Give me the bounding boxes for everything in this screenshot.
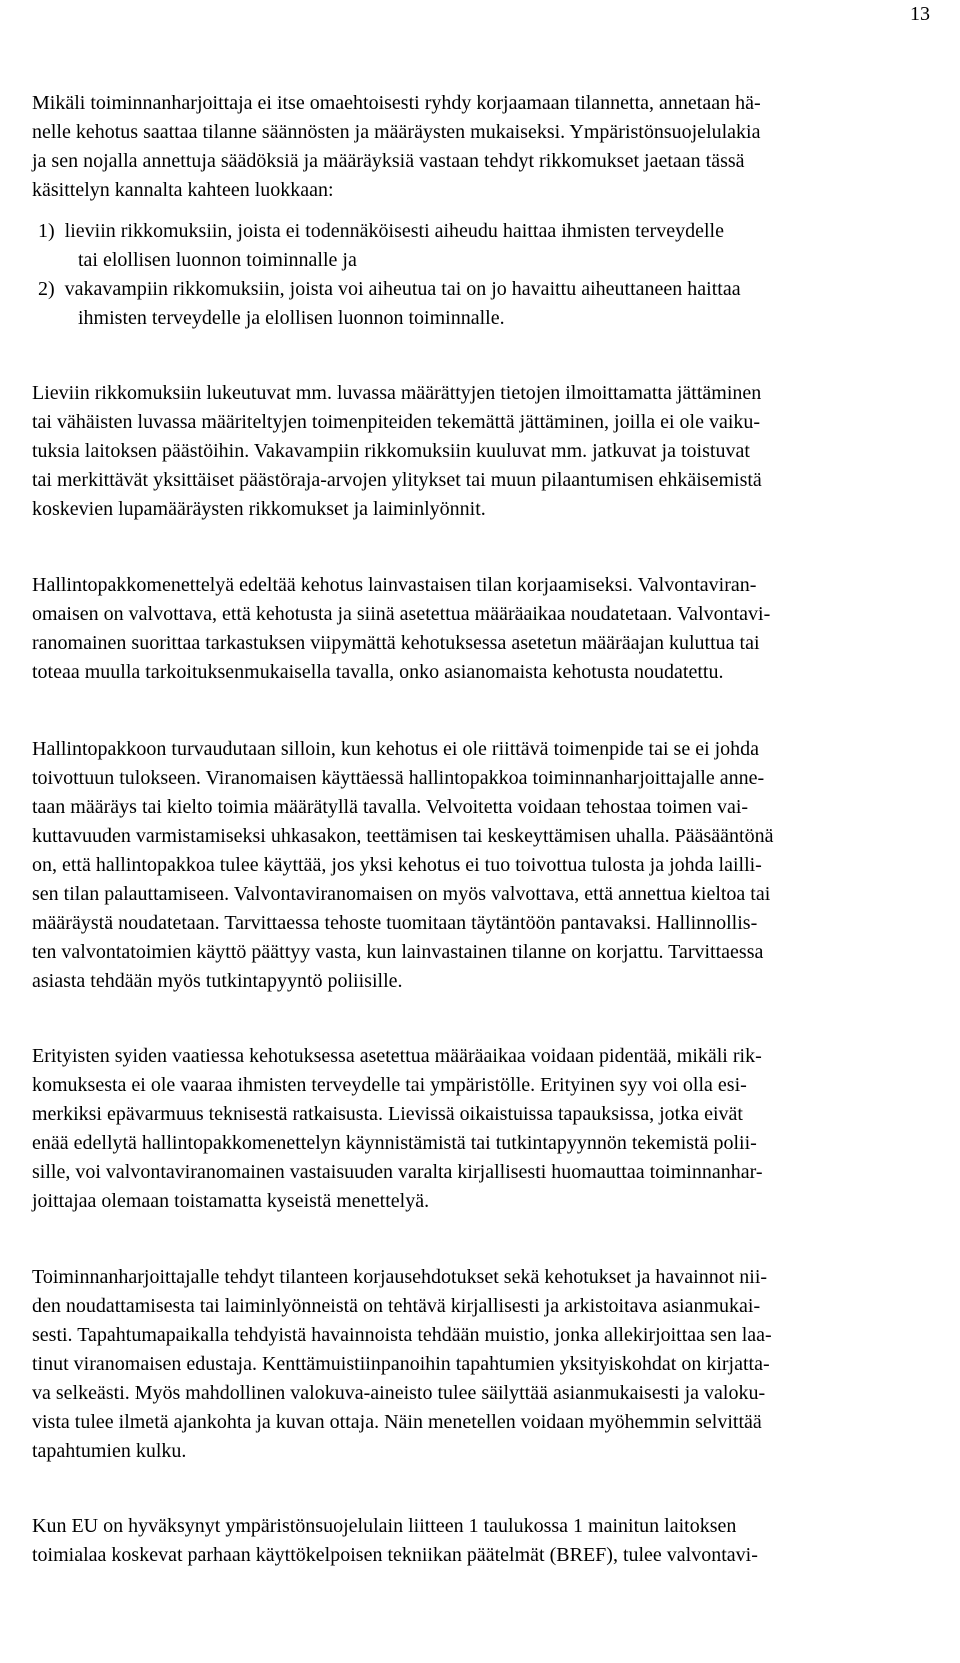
text-line: enää edellytä hallintopakkomenettelyn käynnistämistä tai tutkintapyynnön tekemistä polii- xyxy=(32,1132,757,1154)
list-item-text: 2) vakavampiin rikkomuksiin, joista voi aiheutua tai on jo havaittu aiheuttaneen haittaa xyxy=(38,278,741,300)
text-line: ten valvontatoimien käyttö päättyy vasta, kun lainvastainen tilanne on korjattu. Tarvittaessa xyxy=(32,941,764,963)
list-item-text: tai elollisen luonnon toiminnalle ja xyxy=(78,249,357,271)
page-number: 13 xyxy=(910,3,930,25)
text-line: den noudattamisesta tai laiminlyönneistä on tehtävä kirjallisesti ja arkistoitava asianmukai- xyxy=(32,1295,761,1317)
text-line: määräystä noudatetaan. Tarvittaessa tehoste tuomitaan täytäntöön pantavaksi. Hallinnollis- xyxy=(32,912,758,934)
text-line: sesti. Tapahtumapaikalla tehdyistä havainnoista tehdään muistio, jonka allekirjoittaa sen laa- xyxy=(32,1324,772,1346)
text-line: tinut viranomaisen edustaja. Kenttämuistiinpanoihin tapahtumien yksityiskohdat on kirjatta- xyxy=(32,1353,770,1375)
text-line: Toiminnanharjoittajalle tehdyt tilanteen korjausehdotukset sekä kehotukset ja havainnot nii- xyxy=(32,1266,768,1288)
text-line: omaisen on valvottava, että kehotusta ja siinä asetettua määräaikaa noudatetaan. Valvontavi- xyxy=(32,603,771,625)
text-line: ja sen nojalla annettuja säädöksiä ja määräyksiä vastaan tehdyt rikkomukset jaetaan tässä xyxy=(32,150,745,172)
text-line: ranomainen suorittaa tarkastuksen viipymättä kehotuksessa asetetun määräajan kuluttua tai xyxy=(32,632,760,654)
text-line: toivottuun tulokseen. Viranomaisen käyttäessä hallintopakkoa toiminnanharjoittajalle anne- xyxy=(32,767,765,789)
text-line: tapahtumien kulku. xyxy=(32,1440,187,1462)
text-line: toteaa muulla tarkoituksenmukaisella tavalla, onko asianomaista kehotusta noudatettu. xyxy=(32,661,724,683)
text-line: Hallintopakkoon turvaudutaan silloin, kun kehotus ei ole riittävä toimenpide tai se ei johda xyxy=(32,738,760,760)
text-line: nelle kehotus saattaa tilanne säännösten ja määräysten mukaiseksi. Ympäristönsuojelulakia xyxy=(32,121,761,143)
text-line: Hallintopakkomenettelyä edeltää kehotus lainvastaisen tilan korjaamiseksi. Valvontaviran- xyxy=(32,574,757,596)
text-line: Lieviin rikkomuksiin lukeutuvat mm. luvassa määrättyjen tietojen ilmoittamatta jättäminen xyxy=(32,382,762,404)
text-line: Erityisten syiden vaatiessa kehotuksessa asetettua määräaikaa voidaan pidentää, mikäli rik- xyxy=(32,1045,762,1067)
text-line: va selkeästi. Myös mahdollinen valokuva-aineisto tulee säilyttää asianmukaisesti ja valoku- xyxy=(32,1382,766,1404)
text-line: vista tulee ilmetä ajankohta ja kuvan ottaja. Näin menetellen voidaan myöhemmin selvittää xyxy=(32,1411,762,1433)
text-line: tuksia laitoksen päästöihin. Vakavampiin rikkomuksiin kuuluvat mm. jatkuvat ja toistuvat xyxy=(32,440,750,462)
text-line: merkiksi epävarmuus teknisestä ratkaisusta. Lievissä oikaistuissa tapauksissa, jotka eivät xyxy=(32,1103,743,1125)
text-line: komuksesta ei ole vaaraa ihmisten terveydelle tai ympäristölle. Erityinen syy voi olla esi- xyxy=(32,1074,747,1096)
text-line: tai merkittävät yksittäiset päästöraja-arvojen ylitykset tai muun pilaantumisen ehkäisemistä xyxy=(32,469,762,491)
text-line: joittajaa olemaan toistamatta kyseistä menettelyä. xyxy=(32,1190,430,1212)
text-line: on, että hallintopakkoa tulee käyttää, jos yksi kehotus ei tuo toivottua tulosta ja johda lailli- xyxy=(32,854,762,876)
text-line: tai vähäisten luvassa määriteltyjen toimenpiteiden tekemättä jättäminen, joilla ei ole vaiku- xyxy=(32,411,761,433)
list-item-text: 1) lieviin rikkomuksiin, joista ei todennäköisesti aiheudu haittaa ihmisten terveydelle xyxy=(38,220,724,242)
list-item-text: ihmisten terveydelle ja elollisen luonnon toiminnalle. xyxy=(78,307,505,329)
text-line: toimialaa koskevat parhaan käyttökelpoisen tekniikan päätelmät (BREF), tulee valvontavi- xyxy=(32,1544,758,1566)
text-line: sen tilan palauttamiseen. Valvontaviranomaisen on myös valvottava, että annettua kieltoa tai xyxy=(32,883,771,905)
text-line: Kun EU on hyväksynyt ympäristönsuojelulain liitteen 1 taulukossa 1 mainitun laitoksen xyxy=(32,1515,737,1537)
text-line: asiasta tehdään myös tutkintapyyntö poliisille. xyxy=(32,970,403,992)
text-line: taan määräys tai kielto toimia määrätyllä tavalla. Velvoitetta voidaan tehostaa toimen vai- xyxy=(32,796,749,818)
text-line: sille, voi valvontaviranomainen vastaisuuden varalta kirjallisesti huomauttaa toiminnanhar- xyxy=(32,1161,763,1183)
text-line: kuttavuuden varmistamiseksi uhkasakon, teettämisen tai keskeyttämisen uhalla. Pääsääntönä xyxy=(32,825,774,847)
text-line: koskevien lupamääräysten rikkomukset ja laiminlyönnit. xyxy=(32,498,486,520)
text-line: käsittelyn kannalta kahteen luokkaan: xyxy=(32,179,334,201)
text-line: Mikäli toiminnanharjoittaja ei itse omaehtoisesti ryhdy korjaamaan tilannetta, annetaan hä- xyxy=(32,92,761,114)
